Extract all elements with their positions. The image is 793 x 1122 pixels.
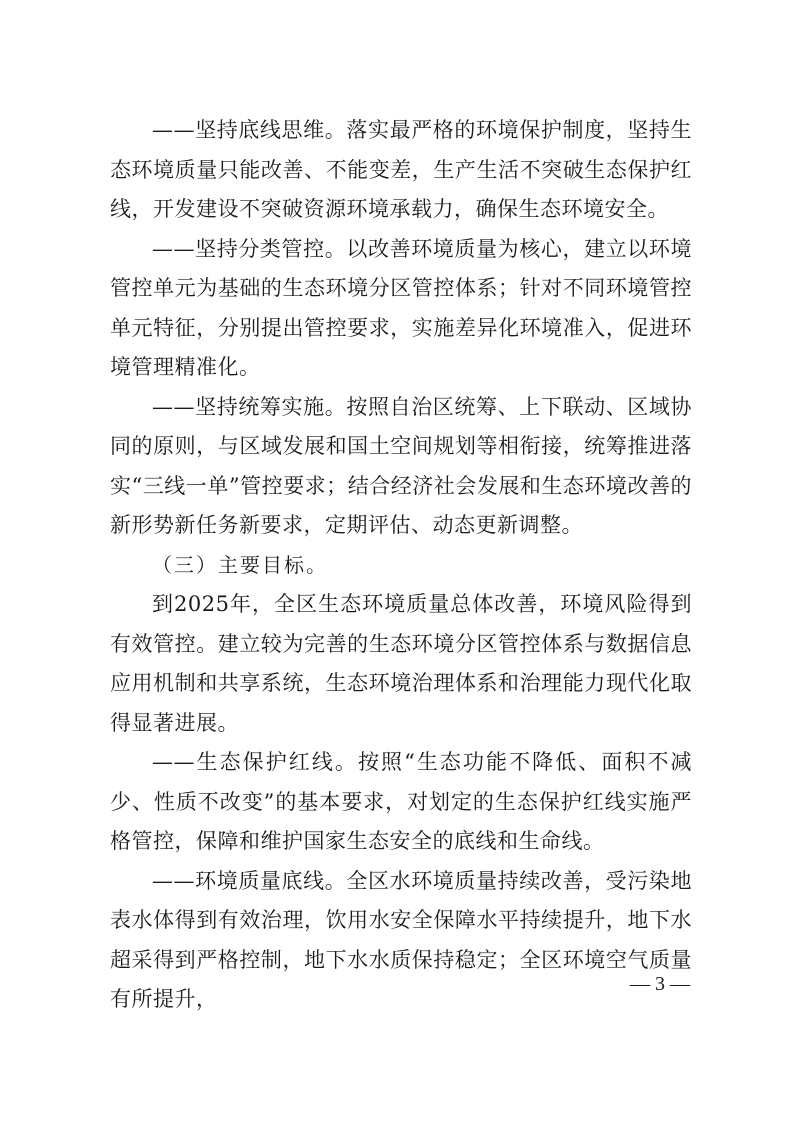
paragraph-coordinated-implementation: ——坚持统筹实施。按照自治区统筹、上下联动、区域协同的原则，与区域发展和国土空间规划等相衔接，统筹推进落实“三线一单”管控要求；结合经济社会发展和生态环境改善的新形势新任务新要求，定期评估、动态更新调整。 (110, 394, 692, 537)
paragraph-bottom-line-thinking: ——坚持底线思维。落实最严格的环境保护制度，坚持生态环境质量只能改善、不能变差，生产生活不突破生态保护红线，开发建设不突破资源环境承载力，确保生态环境安全。 (110, 118, 692, 221)
body-text (110, 111, 692, 1020)
page-number: — 3 — (630, 973, 690, 995)
paragraph-classified-control: ——坚持分类管控。以改善环境质量为核心，建立以环境管控单元为基础的生态环境分区管控体系；针对不同环境管控单元特征，分别提出管控要求，实施差异化环境准入，促进环境管理精准化。 (110, 236, 692, 379)
paragraph-2025-goal: 到2025年，全区生态环境质量总体改善，环境风险得到有效管控。建立较为完善的生态环境分区管控体系与数据信息应用机制和共享系统，生态环境治理体系和治理能力现代化取得显著进展。 (110, 592, 692, 735)
paragraph-environmental-quality-bottom-line: ——环境质量底线。全区水环境质量持续改善，受污染地表水体得到有效治理，饮用水安全保障水平持续提升，地下水超采得到严格控制，地下水水质保持稳定；全区环境空气质量有所提升， (110, 868, 692, 1011)
section-heading-main-goals: （三）主要目标。 (152, 552, 328, 577)
paragraph-ecological-red-line: ——生态保护红线。按照“生态功能不降低、面积不减少、性质不改变”的基本要求，对划定的生态保护红线实施严格管控，保障和维护国家生态安全的底线和生命线。 (110, 750, 692, 853)
